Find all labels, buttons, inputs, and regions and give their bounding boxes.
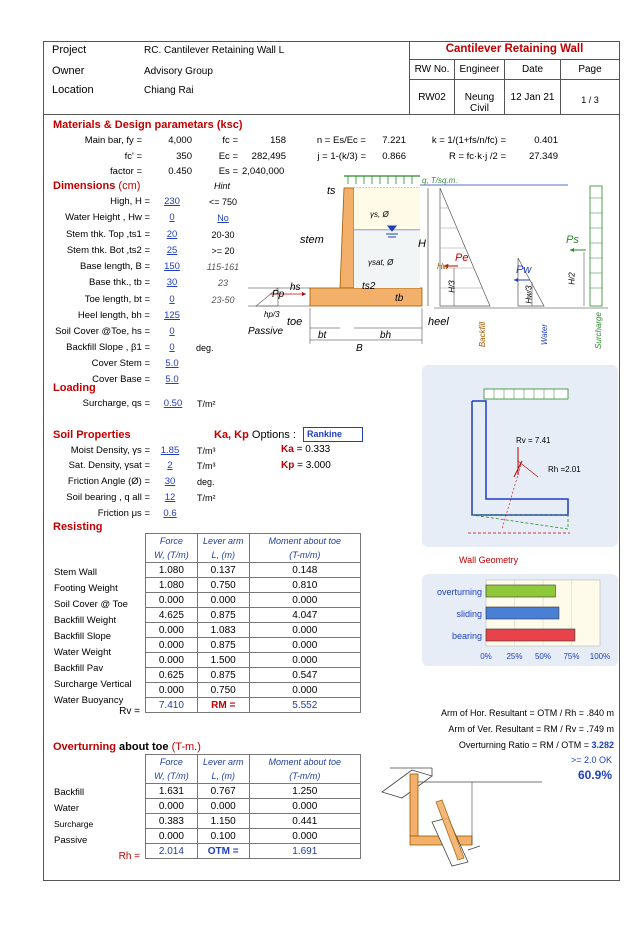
category-label: overturning <box>436 587 482 597</box>
location-label: Location <box>52 84 94 96</box>
col-date: Date <box>521 64 544 75</box>
row-label: Water Weight <box>54 647 112 658</box>
soil-label: Sat. Density, γsat = <box>68 460 150 471</box>
ok-text: >= 2.0 OK <box>570 755 612 765</box>
dim-input[interactable]: 150 <box>164 261 180 272</box>
table-row <box>146 784 361 799</box>
ts-label: ts <box>327 185 336 197</box>
col-rw: RW No. <box>414 64 450 75</box>
tb-label: tb <box>395 293 404 304</box>
gsat-label: γsat, Ø <box>368 258 394 267</box>
surcharge-label-diag: Surcharge <box>593 312 603 349</box>
table-cell: 0.000 <box>249 623 360 638</box>
soil-title: Soil Properties <box>53 429 131 441</box>
dim-label: Heel length, bh = <box>77 310 150 321</box>
arm-ver: Arm of Ver. Resultant = RM / Rv = .749 m <box>448 724 614 734</box>
soil-label: Soil bearing , q all = <box>66 492 150 503</box>
table-cell: 0.767 <box>197 784 249 799</box>
kp-row: Kp = 3.000 <box>281 460 331 471</box>
dim-input[interactable]: 25 <box>166 245 178 256</box>
total-cell: 5.552 <box>249 698 360 713</box>
fc-value: 158 <box>270 135 286 146</box>
total-cell: RM = <box>197 698 249 713</box>
soil-label: Friction Angle (Ø) = <box>67 476 150 487</box>
col-unit: L, (m) <box>197 769 249 784</box>
location-value: Chiang Rai <box>144 85 194 96</box>
dim-label: Cover Stem = <box>91 358 150 369</box>
n-label: n = Es/Ec = <box>316 135 366 146</box>
row-label: Stem Wall <box>54 567 97 578</box>
tick-label: 75% <box>563 652 580 661</box>
hint-label: Hint <box>214 181 231 191</box>
doc-title: Cantilever Retaining Wall <box>445 43 584 55</box>
table-row <box>146 829 361 844</box>
table-row <box>146 683 361 698</box>
j-label: j = 1-(k/3) = <box>317 151 366 162</box>
dim-hint[interactable]: No <box>217 213 229 223</box>
tick-label: 50% <box>534 652 552 661</box>
col-header: Force <box>146 755 198 770</box>
table-cell: 0.100 <box>197 829 249 844</box>
factor-label: factor = <box>110 166 142 177</box>
table-cell: 0.000 <box>249 593 360 608</box>
table-cell: 0.875 <box>197 638 249 653</box>
fy-label: Main bar, fy = <box>84 135 142 146</box>
table-cell: 1.150 <box>197 814 249 829</box>
table-cell: 1.080 <box>146 578 198 593</box>
tick-label: 0% <box>480 652 492 661</box>
table-cell: 0.875 <box>197 668 249 683</box>
total-cell: 1.691 <box>249 844 360 859</box>
fc-label: fc = <box>222 135 238 146</box>
table-cell: 1.500 <box>197 653 249 668</box>
total-cell: OTM = <box>197 844 249 859</box>
ratio-chart <box>422 574 618 666</box>
surcharge-load-icon <box>344 176 420 184</box>
bt-label: bt <box>318 330 327 341</box>
col-unit: W, (T/m) <box>146 548 198 563</box>
rh-label: Rh = <box>118 851 140 862</box>
table-cell: 0.000 <box>146 623 198 638</box>
h3-label: H/3 <box>447 280 457 293</box>
row-label: Backfill Weight <box>54 615 117 626</box>
dim-hint: >= 20 <box>211 246 235 256</box>
col-header: Moment about toe <box>249 755 360 770</box>
es-label: Es = <box>218 166 238 177</box>
val-engineer: Neung Civil <box>464 92 495 114</box>
resisting-table <box>145 533 361 713</box>
total-cell: 7.410 <box>146 698 198 713</box>
table-cell: 0.810 <box>249 578 360 593</box>
project-value: RC. Cantilever Retaining Wall L <box>144 45 285 56</box>
dim-label: Cover Base = <box>92 374 150 385</box>
bar-bearing <box>486 629 575 641</box>
dim-label: Toe length, bt = <box>84 294 150 305</box>
soil-unit: T/m³ <box>197 461 216 471</box>
fy-value: 4,000 <box>168 135 192 146</box>
dim-input[interactable]: 0 <box>169 326 175 337</box>
val-page: 1 / 3 <box>581 95 599 105</box>
dim-hint: 23-50 <box>211 295 235 305</box>
row-label: Water <box>54 803 79 814</box>
row-label: Backfill Slope <box>54 631 112 642</box>
table-cell: 1.083 <box>197 623 249 638</box>
category-label: sliding <box>456 609 482 619</box>
table-cell: 0.000 <box>146 829 198 844</box>
table-row <box>146 578 361 593</box>
col-unit: W, (T/m) <box>146 769 198 784</box>
table-cell: 0.750 <box>197 578 249 593</box>
col-engineer: Engineer <box>459 64 500 75</box>
ps-label: Ps <box>566 234 579 246</box>
ec-label: Ec = <box>218 151 238 162</box>
table-cell: 0.000 <box>249 653 360 668</box>
dim-input[interactable]: 0 <box>169 212 175 223</box>
kakp-options: Ka, Kp Options : <box>214 429 296 441</box>
row-label: Footing Weight <box>54 583 118 594</box>
b-label: B <box>356 343 363 354</box>
pw-label: Pw <box>516 264 532 276</box>
dim-input[interactable]: 0 <box>169 342 175 353</box>
k-value: 0.401 <box>534 135 558 146</box>
soil-unit: T/m³ <box>197 446 216 456</box>
tick-label: 25% <box>506 652 523 661</box>
wall-overturn-sketch <box>372 762 552 874</box>
materials-title: Materials & Design parametars (ksc) <box>53 119 243 131</box>
pe-label: Pe <box>455 252 469 264</box>
fcp-label: fc' = <box>124 151 142 162</box>
col-page: Page <box>578 64 602 75</box>
bar-overturning <box>486 585 555 597</box>
col-unit: (T-m/m) <box>249 548 360 563</box>
table-cell: 0.441 <box>249 814 360 829</box>
es-value: 2,040,000 <box>242 166 285 177</box>
table-cell: 1.631 <box>146 784 198 799</box>
ot-ratio: Overturning Ratio = RM / OTM = 3.282 <box>458 740 614 750</box>
overturning-table <box>145 754 361 859</box>
soil-input[interactable]: 2 <box>167 460 173 471</box>
dim-hint: 115-161 <box>206 262 240 272</box>
table-row <box>146 608 361 623</box>
hs-label: hs <box>290 282 301 293</box>
table-cell: 0.000 <box>146 653 198 668</box>
hp3-label: hp/3 <box>264 310 280 319</box>
soil-input[interactable]: 12 <box>164 492 176 503</box>
passive-label: Passive <box>248 326 284 337</box>
table-cell: 0.000 <box>146 683 198 698</box>
water-label: Water <box>540 323 550 346</box>
dim-input[interactable]: 30 <box>166 277 178 288</box>
hw-label: Hw <box>437 262 449 271</box>
surcharge-input[interactable]: 0.50 <box>163 398 183 409</box>
dimensions-title: Dimensions (cm) <box>53 180 141 192</box>
soil-input[interactable]: 30 <box>164 476 176 487</box>
dim-label: Stem thk. Bot ,ts2 = <box>66 245 150 256</box>
table-row <box>146 593 361 608</box>
dim-label: Base length, B = <box>80 261 150 272</box>
dim-label: High, H = <box>110 196 150 207</box>
dim-input[interactable]: 20 <box>166 229 178 240</box>
owner-label: Owner <box>52 65 85 77</box>
table-row <box>146 623 361 638</box>
k-label: k = 1/(1+fs/n/fc) = <box>431 135 506 146</box>
r-label: R = fc·k·j /2 = <box>448 151 506 162</box>
table-row <box>146 653 361 668</box>
total-cell: 2.014 <box>146 844 198 859</box>
ka-row: Ka = 0.333 <box>281 444 331 455</box>
table-cell: 0.625 <box>146 668 198 683</box>
wall-diagram <box>248 168 618 380</box>
project-label: Project <box>52 44 87 56</box>
surcharge-unit: T/m² <box>197 399 216 409</box>
soil-label: Friction μs = <box>97 508 150 519</box>
table-row <box>146 668 361 683</box>
table-cell: 1.250 <box>249 784 360 799</box>
col-unit: (T-m/m) <box>249 769 360 784</box>
dim-label: Stem thk. Top ,ts1 = <box>65 229 150 240</box>
ts2-label: ts2 <box>362 281 376 292</box>
dim-label: Backfill Slope , β1 = <box>66 342 150 353</box>
loading-title: Loading <box>53 382 96 394</box>
col-header: Lever arm <box>197 534 249 549</box>
dim-input[interactable]: 230 <box>164 196 180 207</box>
factor-value: 0.450 <box>168 166 192 177</box>
ec-value: 282,495 <box>251 151 286 162</box>
table-row <box>146 799 361 814</box>
stem-label: stem <box>300 234 324 246</box>
category-label: bearing <box>451 631 482 641</box>
r-value: 27.349 <box>528 151 558 162</box>
table-cell: 4.047 <box>249 608 360 623</box>
table-cell: 0.137 <box>197 563 249 578</box>
table-cell: 0.875 <box>197 608 249 623</box>
heel-label: heel <box>428 316 449 328</box>
dim-label: Water Height , Hw = <box>65 212 150 223</box>
surcharge-label: Surcharge, qs = <box>82 398 150 409</box>
table-cell: 0.000 <box>146 638 198 653</box>
soil-input[interactable]: 1.85 <box>160 445 180 456</box>
table-cell: 4.625 <box>146 608 198 623</box>
soil-unit: deg. <box>197 477 215 487</box>
table-cell: 0.000 <box>146 799 198 814</box>
dim-hint: 23 <box>217 278 228 288</box>
table-cell: 0.148 <box>249 563 360 578</box>
option-select[interactable]: Rankine <box>303 427 363 442</box>
row-label: Backfill Pav <box>54 663 104 674</box>
table-cell: 0.000 <box>197 799 249 814</box>
dim-input[interactable]: 0 <box>169 294 175 305</box>
val-rw: RW02 <box>418 92 446 103</box>
soil-label: Moist Density, γs = <box>70 445 150 456</box>
geometry-diagram <box>422 365 618 547</box>
col-header: Lever arm <box>197 755 249 770</box>
h2-label: H/2 <box>567 272 577 285</box>
dim-input[interactable]: 5.0 <box>165 358 179 369</box>
table-cell: 0.000 <box>249 683 360 698</box>
n-value: 7.221 <box>382 135 406 146</box>
dim-input[interactable]: 125 <box>164 310 180 321</box>
geom-caption: Wall Geometry <box>459 555 519 565</box>
bh-label: bh <box>380 330 392 341</box>
dim-input[interactable]: 5.0 <box>165 374 179 385</box>
table-cell: 0.750 <box>197 683 249 698</box>
q-label: q, T/sq.m. <box>422 176 458 185</box>
toe-label: toe <box>287 316 303 328</box>
dim-hint: 20-30 <box>211 230 235 240</box>
table-row <box>146 563 361 578</box>
table-cell: 0.000 <box>197 593 249 608</box>
col-unit: L, (m) <box>197 548 249 563</box>
row-label: Surcharge <box>54 819 94 829</box>
dim-label: Soil Cover @Toe, hs = <box>55 326 150 337</box>
dim-hint: deg. <box>196 343 214 353</box>
dim-hint: <= 750 <box>208 197 238 207</box>
geom-rv: Rv = 7.41 <box>516 436 551 445</box>
col-header: Moment about toe <box>249 534 360 549</box>
arm-hor: Arm of Hor. Resultant = OTM / Rh = .840 m <box>440 708 614 718</box>
j-value: 0.866 <box>382 151 406 162</box>
gs-label: γs, Ø <box>370 210 389 219</box>
table-cell: 0.000 <box>249 829 360 844</box>
val-date: 12 Jan 21 <box>510 92 555 103</box>
table-cell: 0.000 <box>249 799 360 814</box>
tick-label: 100% <box>589 652 611 661</box>
header <box>43 41 619 115</box>
overturning-title: Overturning about toe (T-m.) <box>53 741 201 753</box>
resisting-title: Resisting <box>53 521 103 533</box>
soil-unit: T/m² <box>197 493 216 503</box>
dim-label: Base thk., tb = <box>89 277 150 288</box>
hw3-label: Hw/3 <box>524 285 534 304</box>
stem-shape <box>340 188 354 288</box>
h-label: H <box>418 238 426 250</box>
rv-label: Rv = <box>119 706 140 717</box>
table-cell: 1.080 <box>146 563 198 578</box>
backfill-label: Backfill <box>478 321 488 348</box>
table-row <box>146 638 361 653</box>
row-label: Backfill <box>54 787 85 798</box>
table-row <box>146 814 361 829</box>
fcp-value: 350 <box>176 151 192 162</box>
pp-label: Pp <box>272 289 285 300</box>
row-label: Water Buoyancy <box>54 695 124 706</box>
table-cell: 0.000 <box>146 593 198 608</box>
soil-input[interactable]: 0.6 <box>163 508 177 519</box>
table-cell: 0.000 <box>249 638 360 653</box>
table-cell: 0.547 <box>249 668 360 683</box>
col-header: Force <box>146 534 198 549</box>
owner-value: Advisory Group <box>144 66 213 77</box>
row-label: Soil Cover @ Toe <box>54 599 128 610</box>
pct-text: 60.9% <box>577 768 612 782</box>
geom-rh: Rh =2.01 <box>548 465 581 474</box>
row-label: Passive <box>54 835 88 846</box>
row-label: Surcharge Vertical <box>54 679 132 690</box>
bar-sliding <box>486 607 559 619</box>
table-cell: 0.383 <box>146 814 198 829</box>
